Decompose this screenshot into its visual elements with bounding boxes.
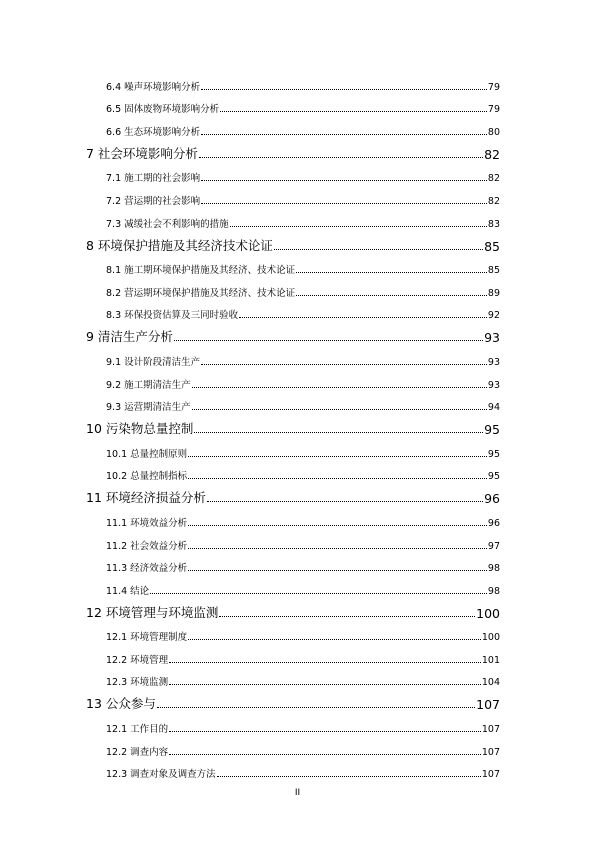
toc-dot-leader xyxy=(169,754,481,755)
toc-entry-page: 82 xyxy=(484,146,500,162)
toc-dot-leader xyxy=(150,593,487,594)
toc-entry-page: 85 xyxy=(487,265,500,277)
toc-chapter-entry[interactable] xyxy=(86,597,500,621)
toc-section-entry[interactable] xyxy=(86,207,500,230)
toc-section-entry[interactable] xyxy=(86,506,500,529)
toc-entry-page: 100 xyxy=(481,632,500,644)
toc-entry-page: 107 xyxy=(481,724,500,736)
toc-entry-page: 97 xyxy=(487,540,500,552)
toc-dot-leader xyxy=(194,432,483,433)
toc-dot-leader xyxy=(296,272,487,273)
toc-dot-leader xyxy=(201,364,487,365)
toc-entry-label: 7.3 减缓社会不利影响的措施 xyxy=(106,218,229,230)
toc-entry-label: 10.1 总量控制原则 xyxy=(106,448,188,460)
toc-entry-page: 80 xyxy=(487,126,500,138)
toc-entry-label: 12.3 调查对象及调查方法 xyxy=(106,769,216,781)
toc-dot-leader xyxy=(169,684,481,685)
toc-section-entry[interactable] xyxy=(86,162,500,185)
toc-entry-label: 9.2 施工期清洁生产 xyxy=(106,379,191,391)
toc-entry-label: 8.2 营运期环境保护措施及其经济、技术论证 xyxy=(106,287,296,299)
toc-dot-leader xyxy=(188,456,487,457)
toc-section-entry[interactable] xyxy=(86,552,500,575)
toc-chapter-entry[interactable] xyxy=(86,688,500,712)
toc-entry-label: 10.2 总量控制指标 xyxy=(106,471,188,483)
toc-section-entry[interactable] xyxy=(86,368,500,391)
toc-entry-page: 93 xyxy=(487,379,500,391)
toc-entry-label: 13 公众参与 xyxy=(86,696,156,712)
toc-entry-page: 93 xyxy=(484,330,500,346)
toc-dot-leader xyxy=(201,134,487,135)
toc-dot-leader xyxy=(192,387,487,388)
toc-entry-page: 95 xyxy=(484,422,500,438)
toc-dot-leader xyxy=(174,340,483,341)
toc-entry-label: 7.2 营运期的社会影响 xyxy=(106,195,201,207)
toc-section-entry[interactable] xyxy=(86,460,500,483)
toc-entry-page: 82 xyxy=(487,195,500,207)
toc-entry-label: 7 社会环境影响分析 xyxy=(86,145,198,161)
toc-entry-label: 9.3 运营期清洁生产 xyxy=(106,402,191,414)
toc-dot-leader xyxy=(157,707,475,708)
toc-dot-leader xyxy=(201,180,487,181)
toc-entry-page: 96 xyxy=(484,491,500,507)
toc-section-entry[interactable] xyxy=(86,735,500,758)
toc-dot-leader xyxy=(201,89,487,90)
toc-entry-label: 6.6 生态环境影响分析 xyxy=(106,126,201,138)
toc-chapter-entry[interactable] xyxy=(86,413,500,437)
toc-dot-leader xyxy=(199,157,483,158)
toc-dot-leader xyxy=(169,662,481,663)
toc-entry-page: 95 xyxy=(487,448,500,460)
toc-entry-label: 6.5 固体废物环境影响分析 xyxy=(106,104,220,116)
toc-entry-label: 11.1 环境效益分析 xyxy=(106,517,188,529)
toc-entry-page: 94 xyxy=(487,402,500,414)
toc-section-entry[interactable] xyxy=(86,391,500,414)
toc-dot-leader xyxy=(192,409,487,410)
toc-entry-page: 93 xyxy=(487,356,500,368)
toc-entry-label: 12.1 环境管理制度 xyxy=(106,632,188,644)
toc-entry-label: 12.3 环境监测 xyxy=(106,677,169,689)
toc-entry-page: 104 xyxy=(481,677,500,689)
toc-dot-leader xyxy=(296,295,487,296)
toc-dot-leader xyxy=(207,501,483,502)
toc-entry-page: 100 xyxy=(476,605,500,621)
table-of-contents xyxy=(86,70,500,780)
toc-entry-label: 8.1 施工期环境保护措施及其经济、技术论证 xyxy=(106,265,296,277)
toc-section-entry[interactable] xyxy=(86,529,500,552)
toc-section-entry[interactable] xyxy=(86,621,500,644)
toc-dot-leader xyxy=(239,317,487,318)
toc-entry-page: 82 xyxy=(487,173,500,185)
toc-entry-label: 6.4 噪声环境影响分析 xyxy=(106,81,201,93)
toc-section-entry[interactable] xyxy=(86,345,500,368)
toc-dot-leader xyxy=(219,616,475,617)
toc-section-entry[interactable] xyxy=(86,437,500,460)
toc-entry-page: 79 xyxy=(487,104,500,116)
toc-chapter-entry[interactable] xyxy=(86,482,500,506)
toc-entry-page: 107 xyxy=(481,769,500,781)
toc-entry-page: 89 xyxy=(487,287,500,299)
toc-dot-leader xyxy=(230,226,487,227)
toc-chapter-entry[interactable] xyxy=(86,321,500,345)
toc-chapter-entry[interactable] xyxy=(86,138,500,162)
toc-section-entry[interactable] xyxy=(86,666,500,689)
toc-entry-page: 98 xyxy=(487,563,500,575)
toc-section-entry[interactable] xyxy=(86,299,500,322)
toc-entry-label: 10 污染物总量控制 xyxy=(86,421,194,437)
toc-entry-page: 101 xyxy=(481,654,500,666)
toc-entry-label: 12.2 调查内容 xyxy=(106,746,169,758)
toc-section-entry[interactable] xyxy=(86,184,500,207)
toc-dot-leader xyxy=(188,570,487,571)
toc-entry-label: 11.3 经济效益分析 xyxy=(106,563,188,575)
toc-section-entry[interactable] xyxy=(86,712,500,735)
toc-entry-label: 8.3 环保投资估算及三同时验收 xyxy=(106,310,239,322)
toc-section-entry[interactable] xyxy=(86,70,500,93)
toc-entry-label: 12 环境管理与环境监测 xyxy=(86,604,219,620)
toc-entry-page: 83 xyxy=(487,218,500,230)
toc-dot-leader xyxy=(188,478,487,479)
toc-dot-leader xyxy=(188,639,481,640)
toc-entry-label: 8 环境保护措施及其经济技术论证 xyxy=(86,237,273,253)
toc-entry-page: 85 xyxy=(484,238,500,254)
toc-dot-leader xyxy=(220,111,487,112)
toc-section-entry[interactable] xyxy=(86,93,500,116)
toc-dot-leader xyxy=(274,249,483,250)
toc-entry-label: 9.1 设计阶段清洁生产 xyxy=(106,356,201,368)
toc-section-entry[interactable] xyxy=(86,254,500,277)
toc-dot-leader xyxy=(201,203,487,204)
toc-entry-page: 98 xyxy=(487,585,500,597)
toc-dot-leader xyxy=(188,525,487,526)
toc-entry-page: 95 xyxy=(487,471,500,483)
toc-entry-label: 12.2 环境管理 xyxy=(106,654,169,666)
toc-dot-leader xyxy=(217,776,481,777)
toc-entry-label: 7.1 施工期的社会影响 xyxy=(106,173,201,185)
toc-section-entry[interactable] xyxy=(86,115,500,138)
page-number: II xyxy=(294,788,301,798)
toc-entry-page: 92 xyxy=(487,310,500,322)
toc-section-entry[interactable] xyxy=(86,276,500,299)
toc-entry-page: 79 xyxy=(487,81,500,93)
toc-dot-leader xyxy=(169,731,481,732)
toc-entry-label: 11.2 社会效益分析 xyxy=(106,540,188,552)
toc-entry-label: 11.4 结论 xyxy=(106,585,150,597)
toc-chapter-entry[interactable] xyxy=(86,230,500,254)
toc-entry-label: 11 环境经济损益分析 xyxy=(86,490,206,506)
toc-entry-label: 12.1 工作目的 xyxy=(106,724,169,736)
toc-entry-page: 107 xyxy=(476,697,500,713)
toc-dot-leader xyxy=(188,548,487,549)
toc-entry-label: 9 清洁生产分析 xyxy=(86,329,173,345)
toc-entry-page: 96 xyxy=(487,517,500,529)
toc-section-entry[interactable] xyxy=(86,643,500,666)
toc-section-entry[interactable] xyxy=(86,758,500,781)
toc-entry-page: 107 xyxy=(481,746,500,758)
toc-section-entry[interactable] xyxy=(86,574,500,597)
